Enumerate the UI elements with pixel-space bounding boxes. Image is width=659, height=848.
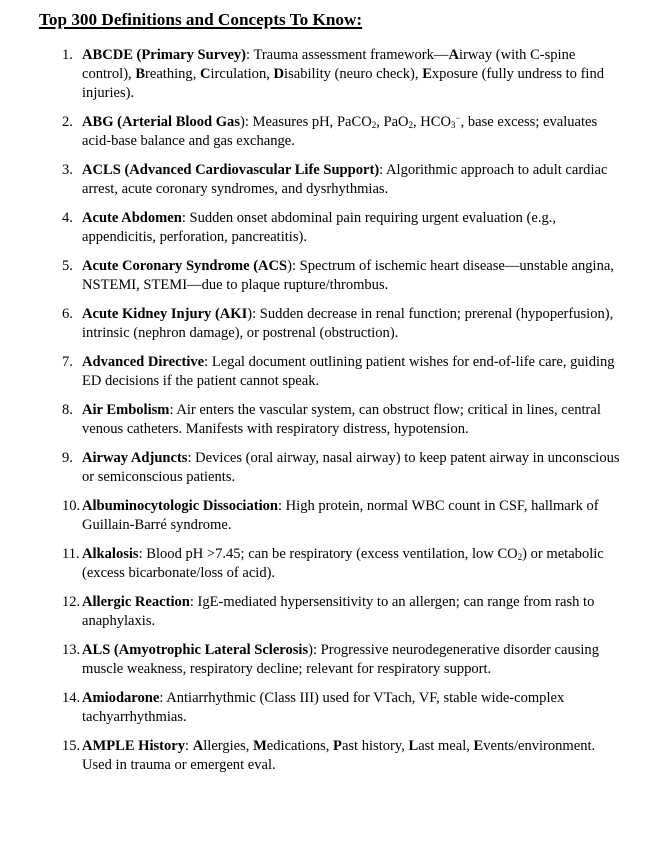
definition-segment: : bbox=[185, 738, 193, 754]
definition-segment: , HCO bbox=[413, 114, 452, 130]
definition-segment: , PaO bbox=[376, 114, 409, 130]
term-name: Acute Kidney Injury (AKI bbox=[82, 306, 248, 322]
definition-item bbox=[0, 497, 659, 535]
page-title: Top 300 Definitions and Concepts To Know: bbox=[39, 10, 363, 29]
item-number: 4. bbox=[62, 210, 73, 226]
item-number: 15. bbox=[62, 738, 81, 754]
definition-segment: irway (with C-spine control), bbox=[82, 47, 576, 82]
definition-segment: , base excess; evaluates acid-base balance and gas exchange. bbox=[82, 114, 598, 149]
definition-text bbox=[82, 545, 622, 583]
definition-segment: irculation, bbox=[210, 66, 274, 82]
definition-text bbox=[82, 449, 622, 487]
definition-segment: : Devices (oral airway, nasal airway) to keep patent airway in unconscious or semiconscious patients. bbox=[82, 450, 620, 485]
mnemonic-letter: C bbox=[199, 66, 211, 82]
item-number: 10. bbox=[62, 498, 81, 514]
item-number: 1. bbox=[62, 47, 73, 63]
definition-segment: : IgE-mediated hypersensitivity to an allergen; can range from rash to anaphylaxis. bbox=[82, 594, 595, 629]
definition-item bbox=[0, 737, 659, 775]
mnemonic-letter: L bbox=[408, 738, 419, 754]
definition-segment: ): Sudden decrease in renal function; prerenal (hypoperfusion), intrinsic (nephron damage), or postrenal (obstruction). bbox=[82, 306, 614, 341]
definition-segment: : Air enters the vascular system, can obstruct flow; critical in lines, central venous catheters. Manifests with respiratory distress, hypotension. bbox=[82, 402, 601, 437]
term-name: Allergic Reaction bbox=[82, 594, 190, 610]
item-number: 12. bbox=[62, 594, 81, 610]
mnemonic-letter: E bbox=[473, 738, 484, 754]
definition-segment: : Antiarrhythmic (Class III) used for VTach, VF, stable wide-complex tachyarrhythmias. bbox=[82, 690, 565, 725]
term-name: Acute Coronary Syndrome (ACS bbox=[82, 258, 288, 274]
term-name: Acute Abdomen bbox=[82, 210, 182, 226]
definition-segment: : Sudden onset abdominal pain requiring urgent evaluation (e.g., appendicitis, perforation, pancreatitis). bbox=[82, 210, 557, 245]
definition-item bbox=[0, 641, 659, 679]
definition-segment: ): Progressive neurodegenerative disorder causing muscle weakness, respiratory decline; relevant for respiratory support. bbox=[82, 642, 599, 677]
definition-item bbox=[0, 353, 659, 391]
definition-segment: ): Measures pH, PaCO bbox=[239, 114, 372, 130]
definition-text bbox=[82, 161, 622, 199]
definition-text bbox=[82, 737, 622, 775]
definition-item bbox=[0, 113, 659, 151]
definition-segment: edications, bbox=[266, 738, 334, 754]
mnemonic-letter: D bbox=[273, 66, 285, 82]
definition-segment: ast history, bbox=[341, 738, 409, 754]
definition-segment: 2 bbox=[517, 552, 523, 562]
definition-segment: − bbox=[455, 113, 461, 123]
term-name: Alkalosis bbox=[82, 546, 139, 562]
term-name: Airway Adjuncts bbox=[82, 450, 188, 466]
definition-text bbox=[82, 257, 622, 295]
term-name: Albuminocytologic Dissociation bbox=[82, 498, 278, 514]
definition-item bbox=[0, 257, 659, 295]
definition-text bbox=[82, 689, 622, 727]
definition-segment: : Trauma assessment framework— bbox=[246, 47, 449, 63]
definition-segment: 3 bbox=[451, 120, 456, 130]
mnemonic-letter: P bbox=[333, 738, 342, 754]
definition-text bbox=[82, 401, 622, 439]
definition-item bbox=[0, 305, 659, 343]
term-name: ABCDE (Primary Survey) bbox=[82, 47, 247, 63]
definition-segment: : Legal document outlining patient wishes for end-of-life care, guiding ED decisions if the patient cannot speak. bbox=[82, 354, 615, 389]
definition-text bbox=[82, 593, 622, 631]
definition-segment: isability (neuro check), bbox=[284, 66, 423, 82]
item-number: 14. bbox=[62, 690, 81, 706]
term-name: Amiodarone bbox=[82, 690, 160, 706]
definition-segment: 2 bbox=[408, 120, 414, 130]
item-number: 5. bbox=[62, 258, 73, 274]
definition-text bbox=[82, 305, 622, 343]
item-number: 9. bbox=[62, 450, 73, 466]
definition-item bbox=[0, 401, 659, 439]
definition-segment: llergies, bbox=[203, 738, 254, 754]
definition-text bbox=[82, 497, 622, 535]
term-name: Air Embolism bbox=[82, 402, 170, 418]
item-number: 7. bbox=[62, 354, 73, 370]
definition-item bbox=[0, 209, 659, 247]
term-name: ACLS (Advanced Cardiovascular Life Support) bbox=[82, 162, 380, 178]
mnemonic-letter: A bbox=[448, 47, 459, 63]
definition-segment: reathing, bbox=[145, 66, 200, 82]
definition-segment: vents/environment. Used in trauma or emergent eval. bbox=[82, 738, 596, 773]
definition-item bbox=[0, 449, 659, 487]
item-number: 3. bbox=[62, 162, 73, 178]
item-number: 11. bbox=[62, 546, 80, 562]
definition-segment: ): Spectrum of ischemic heart disease—unstable angina, NSTEMI, STEMI—due to plaque rupture/thrombus. bbox=[82, 258, 614, 293]
definition-segment: ast meal, bbox=[418, 738, 474, 754]
definition-item bbox=[0, 161, 659, 199]
item-number: 6. bbox=[62, 306, 73, 322]
mnemonic-letter: B bbox=[135, 66, 146, 82]
definition-segment: xposure (fully undress to find injuries). bbox=[82, 66, 605, 101]
definition-text bbox=[82, 46, 622, 103]
term-name: Advanced Directive bbox=[82, 354, 205, 370]
definition-text bbox=[82, 353, 622, 391]
definitions-list bbox=[0, 46, 659, 785]
term-name: AMPLE History bbox=[82, 738, 186, 754]
mnemonic-letter: A bbox=[192, 738, 204, 754]
term-name: ABG (Arterial Blood Gas bbox=[82, 114, 240, 130]
definition-segment: : Algorithmic approach to adult cardiac arrest, acute coronary syndromes, and dysrhythmias. bbox=[82, 162, 608, 197]
definition-segment: 2 bbox=[371, 120, 377, 130]
definition-item bbox=[0, 545, 659, 583]
definition-segment: : Blood pH >7.45; can be respiratory (excess ventilation, low CO bbox=[138, 546, 518, 562]
item-number: 13. bbox=[62, 642, 81, 658]
definition-text bbox=[82, 641, 622, 679]
definition-segment: ) or metabolic (excess bicarbonate/loss of acid). bbox=[82, 546, 604, 581]
definition-text bbox=[82, 113, 622, 151]
item-number: 2. bbox=[62, 114, 73, 130]
definition-text bbox=[82, 209, 622, 247]
definition-item bbox=[0, 689, 659, 727]
item-number: 8. bbox=[62, 402, 73, 418]
definition-item bbox=[0, 593, 659, 631]
definition-item bbox=[0, 46, 659, 103]
term-name: ALS (Amyotrophic Lateral Sclerosis bbox=[82, 642, 309, 658]
definition-segment: : High protein, normal WBC count in CSF, hallmark of Guillain-Barré syndrome. bbox=[82, 498, 599, 533]
mnemonic-letter: E bbox=[422, 66, 432, 82]
mnemonic-letter: M bbox=[253, 738, 267, 754]
